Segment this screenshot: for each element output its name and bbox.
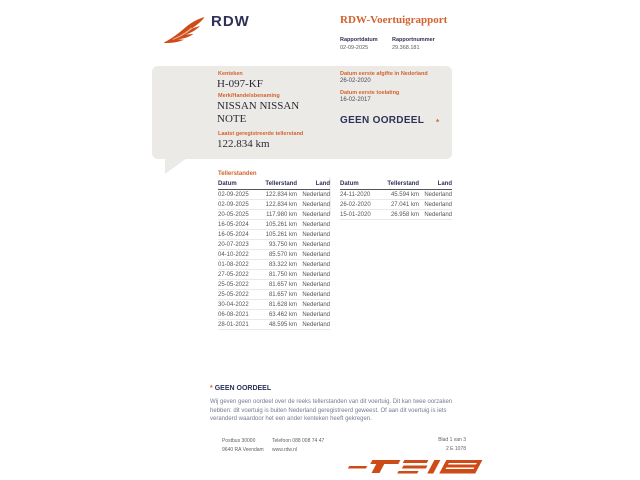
footer-paging — [438, 436, 466, 454]
table-row — [340, 210, 452, 220]
brand-wordmark: RDW — [211, 13, 250, 30]
land-cell: Nederland — [297, 260, 330, 270]
table-row — [340, 200, 452, 210]
datum-cell: 25-05-2022 — [218, 290, 256, 300]
datum-cell: 27-05-2022 — [218, 270, 256, 280]
column-header-tellerstand: Tellerstand — [256, 180, 297, 190]
datum-cell: 01-08-2022 — [218, 260, 256, 270]
report-date-label: Rapportdatum — [340, 37, 378, 43]
verdict-asterisk-icon: * — [436, 118, 440, 127]
report-date-block — [340, 37, 378, 51]
land-cell: Nederland — [419, 200, 452, 210]
land-cell: Nederland — [297, 270, 330, 280]
datum-cell: 24-11-2020 — [340, 190, 378, 200]
land-cell: Nederland — [297, 220, 330, 230]
table-row — [218, 310, 330, 320]
orange-speed-stripes-icon — [336, 457, 486, 477]
report-title: RDW-Voertuigrapport — [340, 14, 448, 26]
table-row — [218, 320, 330, 330]
footer-website: www.rdw.nl — [272, 447, 298, 453]
footer-form-code: 2 E 1078 — [445, 446, 466, 452]
tellerstand-cell: 105.261 km — [256, 230, 297, 240]
land-cell: Nederland — [297, 240, 330, 250]
tellerstand-cell: 27.041 km — [378, 200, 419, 210]
footer-contact — [272, 437, 324, 455]
table-header-row — [218, 180, 330, 190]
summary-box-tail — [165, 158, 187, 174]
tellerstand-cell: 63.462 km — [256, 310, 297, 320]
datum-cell: 06-08-2021 — [218, 310, 256, 320]
kenteken-label: Kenteken — [218, 71, 243, 77]
tellerstand-cell: 122.834 km — [256, 190, 297, 200]
table-row — [218, 190, 330, 200]
datum-cell: 16-05-2024 — [218, 220, 256, 230]
column-header-datum: Datum — [340, 180, 378, 190]
column-header-land: Land — [419, 180, 452, 190]
merk-label: Merk/Handelsbenaming — [218, 93, 280, 99]
column-header-land: Land — [297, 180, 330, 190]
datum-cell: 20-07-2023 — [218, 240, 256, 250]
footer-page-indicator: Blad 1 van 3 — [438, 437, 466, 443]
land-cell: Nederland — [297, 230, 330, 240]
land-cell: Nederland — [297, 290, 330, 300]
datum-cell: 30-04-2022 — [218, 300, 256, 310]
land-cell: Nederland — [297, 280, 330, 290]
table-row — [218, 260, 330, 270]
note-body: Wij geven geen oordeel over de reeks tellerstanden van dit voertuig. Dit kan twee oorzaken hebben: dit voertuig is buiten Nederland geregistreerd geweest. Of aan dit voertuig is iets veranderd waardoor het een ander kenteken heeft gekregen. — [210, 399, 453, 422]
merk-value-line2: NOTE — [217, 113, 247, 125]
land-cell: Nederland — [297, 210, 330, 220]
tellerstand-value: 122.834 km — [217, 138, 270, 150]
land-cell: Nederland — [297, 250, 330, 260]
land-cell: Nederland — [419, 190, 452, 200]
tellerstand-cell: 85.570 km — [256, 250, 297, 260]
table-row — [218, 200, 330, 210]
tellerstand-cell: 83.322 km — [256, 260, 297, 270]
land-cell: Nederland — [297, 200, 330, 210]
footer-phone: Telefoon 088 008 74 47 — [272, 438, 325, 444]
tellerstand-cell: 81.657 km — [256, 280, 297, 290]
table-row — [340, 190, 452, 200]
report-number-label: Rapportnummer — [392, 37, 435, 43]
footer-address — [222, 437, 264, 455]
note-asterisk-icon: * — [210, 385, 213, 392]
tellerstand-label: Laatst geregistreerde tellerstand — [218, 131, 304, 137]
land-cell: Nederland — [297, 310, 330, 320]
datum-cell: 28-01-2021 — [218, 320, 256, 330]
report-date-value: 02-09-2025 — [340, 45, 369, 51]
datum-cell: 26-02-2020 — [340, 200, 378, 210]
datum-cell: 25-05-2022 — [218, 280, 256, 290]
afgifte-value: 26-02-2020 — [340, 78, 371, 84]
footer-address-line1: Postbus 30000 — [222, 438, 256, 444]
tellerstand-cell: 122.834 km — [256, 200, 297, 210]
toelating-label: Datum eerste toelating — [340, 90, 400, 96]
tellerstand-cell: 45.594 km — [378, 190, 419, 200]
table-row — [218, 240, 330, 250]
footer-address-line2: 9640 RA Veendam — [222, 447, 264, 453]
tellerstand-cell: 81.657 km — [256, 290, 297, 300]
column-header-tellerstand: Tellerstand — [378, 180, 419, 190]
table-row — [218, 210, 330, 220]
table-row — [218, 230, 330, 240]
tellerstand-cell: 26.958 km — [378, 210, 419, 220]
table-row — [218, 220, 330, 230]
table-row — [218, 300, 330, 310]
toelating-value: 16-02-2017 — [340, 97, 371, 103]
table-row — [218, 280, 330, 290]
vehicle-summary-box — [152, 66, 452, 159]
rdw-flag-icon — [162, 16, 206, 46]
datum-cell: 02-09-2025 — [218, 200, 256, 210]
table-row — [218, 270, 330, 280]
kenteken-value: H-097-KF — [217, 78, 263, 90]
table-row — [218, 290, 330, 300]
tellerstanden-table-left — [218, 180, 330, 330]
tellerstanden-heading: Tellerstanden — [218, 171, 257, 177]
report-number-value: 29.368.181 — [392, 45, 420, 51]
table-row — [218, 250, 330, 260]
tellerstand-cell: 93.750 km — [256, 240, 297, 250]
tellerstanden-table-right — [340, 180, 452, 220]
datum-cell: 02-09-2025 — [218, 190, 256, 200]
tellerstand-cell: 105.261 km — [256, 220, 297, 230]
datum-cell: 15-01-2020 — [340, 210, 378, 220]
tellerstand-cell: 117.980 km — [256, 210, 297, 220]
column-header-datum: Datum — [218, 180, 256, 190]
datum-cell: 20-05-2025 — [218, 210, 256, 220]
datum-cell: 16-05-2024 — [218, 230, 256, 240]
merk-value-line1: NISSAN NISSAN — [217, 100, 300, 112]
land-cell: Nederland — [297, 190, 330, 200]
report-number-block — [392, 37, 435, 51]
table-header-row — [340, 180, 452, 190]
land-cell: Nederland — [419, 210, 452, 220]
tellerstand-cell: 81.628 km — [256, 300, 297, 310]
note-title: GEEN OORDEEL — [214, 385, 272, 392]
verdict-note — [210, 377, 474, 424]
land-cell: Nederland — [297, 320, 330, 330]
verdict-badge: GEEN OORDEEL — [340, 115, 425, 126]
afgifte-label: Datum eerste afgifte in Nederland — [340, 71, 428, 77]
tellerstand-cell: 48.595 km — [256, 320, 297, 330]
datum-cell: 04-10-2022 — [218, 250, 256, 260]
tellerstand-cell: 81.750 km — [256, 270, 297, 280]
land-cell: Nederland — [297, 300, 330, 310]
